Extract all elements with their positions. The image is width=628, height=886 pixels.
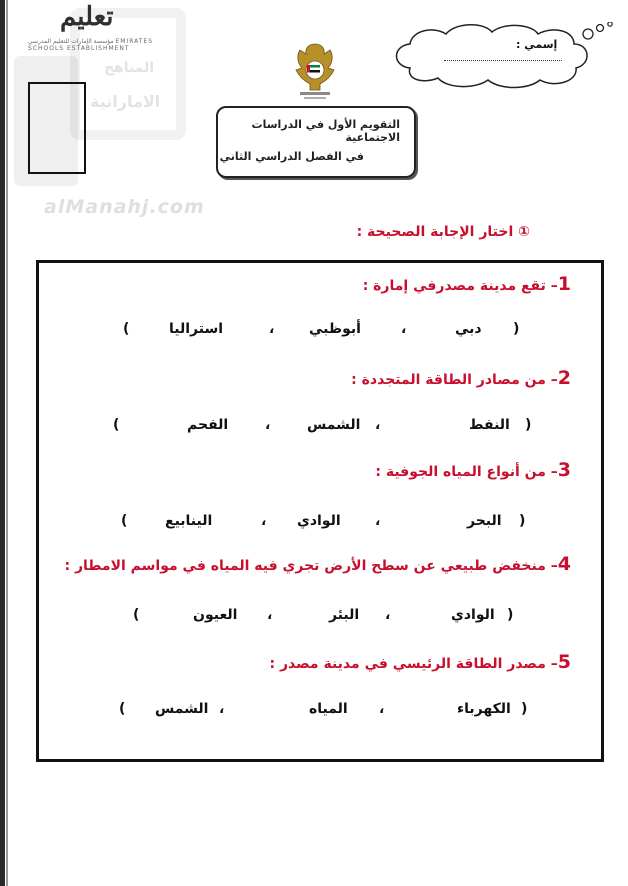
option-5-b[interactable]: المياه xyxy=(309,701,348,717)
question-1-number: 1 xyxy=(557,273,571,295)
close-paren: ) xyxy=(121,513,128,529)
option-5-c[interactable]: الشمس xyxy=(155,701,209,717)
exam-title-frame xyxy=(216,106,416,178)
separator: ، xyxy=(379,701,385,717)
separator: ، xyxy=(375,417,381,433)
question-1 xyxy=(363,273,571,295)
section-title: ① اختار الإجابة الصحيحة : xyxy=(356,224,530,240)
questions-box xyxy=(36,260,604,762)
question-2-text: – من مصادر الطاقة المتجددة : xyxy=(351,372,558,388)
option-3-c[interactable]: الينابيع xyxy=(165,513,213,529)
separator: ، xyxy=(375,513,381,529)
separator: ، xyxy=(219,701,225,717)
separator: ، xyxy=(385,607,391,623)
question-2-number: 2 xyxy=(557,367,571,389)
option-2-a[interactable]: النفط xyxy=(469,417,510,433)
close-paren: ) xyxy=(133,607,140,623)
option-3-a[interactable]: البحر xyxy=(467,513,502,529)
open-paren: ( xyxy=(507,607,514,623)
student-photo-box xyxy=(28,82,86,174)
question-5-options xyxy=(39,701,601,725)
close-paren: ) xyxy=(113,417,120,433)
question-2-options xyxy=(39,417,601,441)
exam-title: التقويم الأول في الدراسات الاجتماعية xyxy=(251,118,400,144)
question-1-text: – تقع مدينة مصدرفي إمارة : xyxy=(362,278,558,294)
open-paren: ( xyxy=(521,701,528,717)
watermark-text-2: الاماراتية xyxy=(90,92,161,111)
open-paren: ( xyxy=(513,321,520,337)
question-4-text: – منخفض طبيعي عن سطح الأرض تجري فيه المياه في مواسم الامطار : xyxy=(64,558,558,574)
separator: ، xyxy=(267,607,273,623)
page-left-edge-shadow xyxy=(6,0,8,886)
question-5-number: 5 xyxy=(557,651,571,673)
option-3-b[interactable]: الوادي xyxy=(297,513,341,529)
name-cloud-shape xyxy=(388,22,618,92)
open-paren: ( xyxy=(525,417,532,433)
separator: ، xyxy=(269,321,275,337)
watermark-logo-title: تعليم xyxy=(60,2,114,32)
question-4-number: 4 xyxy=(557,553,571,575)
question-3 xyxy=(375,459,571,481)
option-5-a[interactable]: الكهرباء xyxy=(457,701,511,717)
option-1-b[interactable]: أبوظبي xyxy=(309,321,361,337)
question-5-text: – مصدر الطاقة الرئيسي في مدينة مصدر : xyxy=(269,656,558,672)
close-paren: ) xyxy=(119,701,126,717)
option-1-c[interactable]: استراليا xyxy=(169,321,224,337)
separator: ، xyxy=(261,513,267,529)
separator: ، xyxy=(401,321,407,337)
option-1-a[interactable]: دبي xyxy=(455,321,482,337)
question-3-text: – من أنواع المياه الجوفية : xyxy=(375,464,558,480)
page-left-edge xyxy=(0,0,5,886)
close-paren: ) xyxy=(123,321,130,337)
option-2-c[interactable]: الفحم xyxy=(187,417,229,433)
option-4-a[interactable]: الوادي xyxy=(451,607,495,623)
question-3-number: 3 xyxy=(557,459,571,481)
watermark-text-1: المناهج xyxy=(104,60,155,76)
question-1-options xyxy=(39,321,601,345)
separator: ، xyxy=(265,417,271,433)
question-4 xyxy=(64,553,571,575)
question-3-options xyxy=(39,513,601,537)
question-5 xyxy=(270,651,571,673)
open-paren: ( xyxy=(519,513,526,529)
question-4-options xyxy=(39,607,601,631)
option-4-b[interactable]: البئر xyxy=(329,607,360,623)
option-4-c[interactable]: العيون xyxy=(193,607,238,623)
watermark-site: alManahj.com xyxy=(44,196,205,218)
exam-subtitle: في الفصل الدراسي الثاني xyxy=(219,150,364,163)
name-input-line[interactable] xyxy=(444,60,562,61)
question-2 xyxy=(351,367,571,389)
option-2-b[interactable]: الشمس xyxy=(307,417,361,433)
watermark-logo-subtitle: مؤسسة الإمارات للتعليم المدرسي EMIRATES SCHOOLS ESTABLISHMENT xyxy=(28,38,154,52)
uae-emblem-icon xyxy=(288,40,342,102)
name-label: إسمي : xyxy=(516,38,558,51)
